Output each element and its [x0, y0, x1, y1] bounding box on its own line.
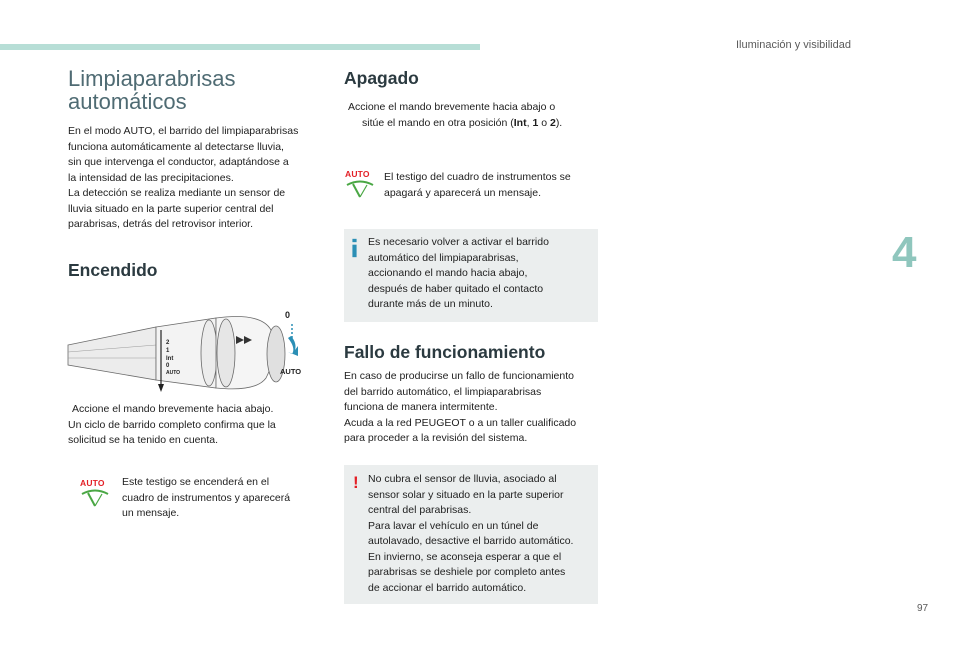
text-line: solicitud se ha tenido en cuenta.	[68, 434, 219, 446]
text-line: En invierno, se aconseja esperar a que el	[368, 550, 562, 563]
auto-wiper-lamp	[345, 169, 385, 204]
text-line: No cubra el sensor de lluvia, asociado al	[368, 473, 557, 485]
lamp-description	[122, 475, 327, 522]
title-line: Limpiaparabrisas	[68, 66, 236, 91]
lever-auto-label: AUTO	[280, 367, 302, 376]
text-line: autolavado, desactive el barrido automático.	[368, 535, 574, 547]
text-line: La detección se realiza mediante un sensor de	[68, 187, 286, 199]
position-1: 1	[532, 116, 539, 129]
heading-fallo: Fallo de funcionamiento	[344, 342, 546, 362]
warning-note	[344, 465, 598, 604]
section-title: Iluminación y visibilidad	[736, 39, 851, 51]
encendido-step	[68, 402, 330, 449]
text-line	[68, 402, 330, 418]
text-line: Es necesario volver a activar el barrido	[368, 236, 549, 248]
auto-wiper-lamp	[80, 478, 120, 513]
text-line: parabrisas se deshiele por completo antes	[368, 566, 566, 578]
text-line: El testigo del cuadro de instrumentos se	[384, 171, 571, 183]
lamp-label: AUTO	[345, 169, 370, 179]
wiper-lever-illustration	[66, 300, 316, 395]
text-line: En el modo AUTO, el barrido del limpiaparabrisas	[68, 125, 299, 137]
text-line: del barrido automático, el limpiaparabrisas	[344, 385, 542, 398]
header-accent-bar	[0, 44, 480, 50]
heading-encendido: Encendido	[68, 260, 158, 280]
text-line: sin que intervenga el conductor, adaptándose a	[68, 156, 289, 168]
warning-icon: !	[353, 473, 359, 492]
text-line: accionando el mando hacia abajo,	[368, 267, 528, 279]
text-line: lluvia situado en la parte superior central del	[68, 202, 274, 215]
text-line: cuadro de instrumentos y aparecerá	[122, 491, 291, 504]
info-icon	[352, 237, 357, 259]
text-line: la intensidad de las precipitaciones.	[68, 171, 234, 184]
text-line: funciona de manera intermitente.	[344, 401, 498, 413]
lever-pos-auto: AUTO	[166, 370, 181, 376]
info-text	[368, 235, 588, 313]
heading-apagado: Apagado	[344, 68, 419, 88]
text-line: parabrisas, detrás del retrovisor interior.	[68, 218, 253, 230]
lever-pos-1: 1	[166, 348, 170, 354]
separator: o	[538, 116, 550, 129]
lamp-description	[384, 170, 600, 201]
text-line: después de haber quitado el contacto	[368, 282, 544, 295]
separator: ).	[555, 116, 563, 129]
wiper-icon	[80, 488, 110, 508]
text-line	[344, 116, 602, 132]
warning-text	[368, 472, 590, 596]
text-line: un mensaje.	[122, 507, 180, 519]
text-line: sensor solar y situado en la parte superior	[368, 488, 564, 501]
chapter-number: 4	[892, 228, 917, 277]
apagado-step	[344, 100, 602, 131]
wiper-icon	[345, 179, 375, 199]
position-2: 2	[549, 116, 556, 129]
fallo-paragraph	[344, 369, 602, 447]
text-line: para proceder a la revisión del sistema.	[344, 432, 528, 444]
title-line: automáticos	[68, 89, 187, 114]
text-line: Un ciclo de barrido completo confirma que la	[68, 418, 276, 431]
text-line: Acuda a la red PEUGEOT o a un taller cualificado	[344, 416, 577, 429]
lever-pos-2: 2	[166, 340, 170, 346]
arrow-down-icon	[288, 324, 298, 356]
text-line: Para lavar el vehículo en un túnel de	[368, 519, 539, 532]
text-line: funciona automáticamente al detectarse lluvia,	[68, 140, 284, 153]
text-line: de accionar el barrido automático.	[368, 581, 527, 594]
text-line: central del parabrisas.	[368, 504, 472, 516]
page-number: 97	[917, 603, 929, 614]
lever-pos-0: 0	[166, 363, 170, 369]
text-line: automático del limpiaparabrisas,	[368, 251, 519, 264]
separator: ,	[526, 116, 533, 129]
lamp-label: AUTO	[80, 478, 105, 488]
text-line: apagará y aparecerá un mensaje.	[384, 186, 542, 199]
page-title	[68, 67, 328, 113]
lever-pos-int: Int	[166, 356, 174, 362]
lever-stalk	[68, 317, 285, 393]
position-int: Int	[513, 116, 527, 129]
step-text: Accione el mando brevemente hacia abajo.	[72, 403, 274, 415]
step-text: sitúe el mando en otra posición (	[362, 116, 514, 129]
step-text: Accione el mando brevemente hacia abajo o	[348, 101, 556, 113]
text-line	[344, 100, 602, 116]
info-note	[344, 229, 598, 322]
text-line: Este testigo se encenderá en el	[122, 476, 270, 488]
text-line: durante más de un minuto.	[368, 298, 493, 310]
intro-paragraph	[68, 124, 328, 233]
text-line: En caso de producirse un fallo de funcionamiento	[344, 370, 574, 382]
lever-top-label: 0	[285, 310, 291, 320]
